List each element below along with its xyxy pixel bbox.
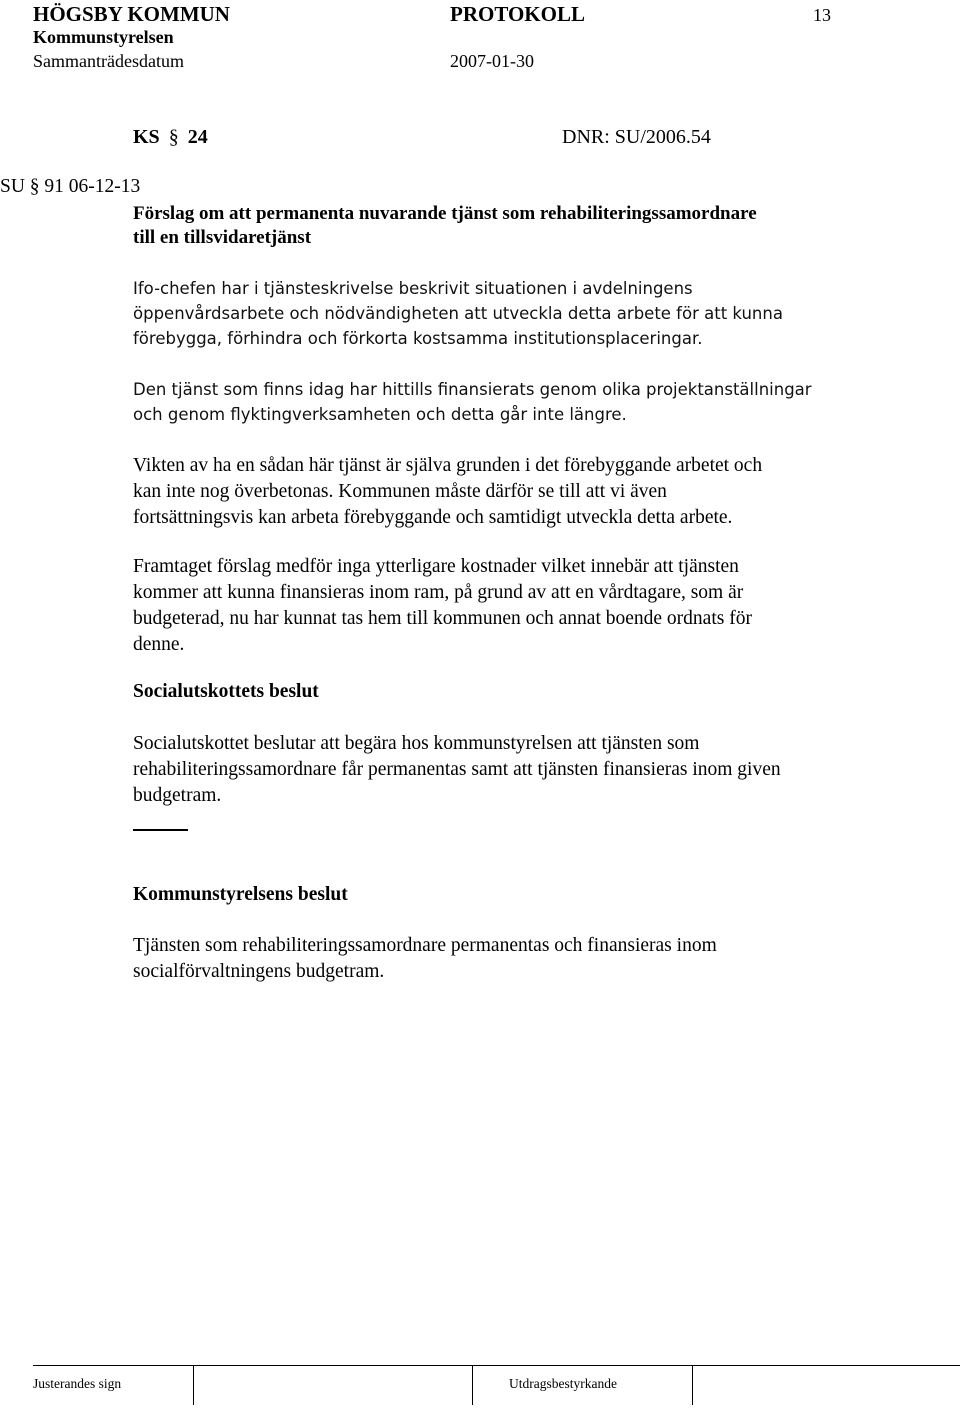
body-name: Kommunstyrelsen	[33, 27, 174, 47]
text-line: Tjänsten som rehabiliteringssamordnare permanentas och finansieras inom	[133, 935, 717, 956]
social-committee-heading: Socialutskottets beslut	[133, 681, 319, 702]
ks-label: KS	[133, 126, 160, 148]
text-line: Vikten av ha en sådan här tjänst är själva grunden i det förebyggande arbetet och	[133, 455, 763, 476]
text-line: budgeterad, nu har kunnat tas hem till kommunen och annat boende ordnats för	[133, 608, 752, 629]
text-line: budgetram.	[133, 785, 222, 806]
case-title	[133, 202, 757, 250]
text-line: Socialutskottet beslutar att begära hos kommunstyrelsen att tjänsten som	[133, 733, 700, 754]
footer-divider	[472, 1365, 473, 1405]
dnr: DNR: SU/2006.54	[562, 126, 711, 148]
paragraph-background	[133, 276, 783, 351]
separator-line	[133, 829, 188, 831]
org-name: HÖGSBY KOMMUN	[33, 2, 230, 26]
case-title-line: till en tillsvidaretjänst	[133, 227, 312, 248]
footer-top-rule	[33, 1365, 960, 1366]
text-line: rehabiliteringssamordnare får permanentas samt att tjänsten finansieras inom given	[133, 759, 781, 780]
text-line: socialförvaltningens budgetram.	[133, 961, 385, 982]
su-reference: SU § 91 06-12-13	[0, 176, 141, 197]
text-line: Ifo-chefen har i tjänsteskrivelse beskrivit situationen i avdelningens	[133, 279, 693, 298]
paragraph-current-funding	[133, 377, 812, 427]
case-title-line: Förslag om att permanenta nuvarande tjänst som rehabiliteringssamordnare	[133, 203, 757, 224]
doc-type: PROTOKOLL	[450, 2, 585, 26]
text-line: denne.	[133, 634, 185, 655]
text-line: fortsättningsvis kan arbeta förebyggande och samtidigt utveckla detta arbete.	[133, 507, 733, 528]
meeting-date: 2007-01-30	[450, 51, 534, 71]
certification-label: Utdragsbestyrkande	[509, 1376, 617, 1391]
social-committee-decision	[133, 731, 781, 809]
text-line: öppenvårdsarbete och nödvändigheten att utveckla detta arbete för att kunna	[133, 304, 783, 323]
paragraph-importance	[133, 453, 762, 531]
signature-label: Justerandes sign	[33, 1376, 122, 1391]
text-line: förebygga, förhindra och förkorta kostsamma institutionsplaceringar.	[133, 329, 703, 348]
text-line: Framtaget förslag medför inga ytterligare kostnader vilket innebär att tjänsten	[133, 556, 739, 577]
date-label: Sammanträdesdatum	[33, 51, 184, 71]
section-sign: §	[168, 126, 179, 148]
executive-committee-decision	[133, 933, 717, 985]
text-line: Den tjänst som finns idag har hittills finansierats genom olika projektanställningar	[133, 380, 812, 399]
text-line: och genom flyktingverksamheten och detta går inte längre.	[133, 405, 627, 424]
footer-divider	[193, 1365, 194, 1405]
text-line: kan inte nog överbetonas. Kommunen måste därför se till att vi även	[133, 481, 667, 502]
executive-committee-heading: Kommunstyrelsens beslut	[133, 884, 348, 905]
footer-divider	[692, 1365, 693, 1405]
text-line: kommer att kunna finansieras inom ram, på grund av att en vårdtagare, som är	[133, 582, 744, 603]
page-number: 13	[813, 5, 831, 25]
ks-reference	[133, 126, 208, 149]
ks-number: 24	[187, 126, 208, 148]
paragraph-proposal	[133, 554, 752, 658]
